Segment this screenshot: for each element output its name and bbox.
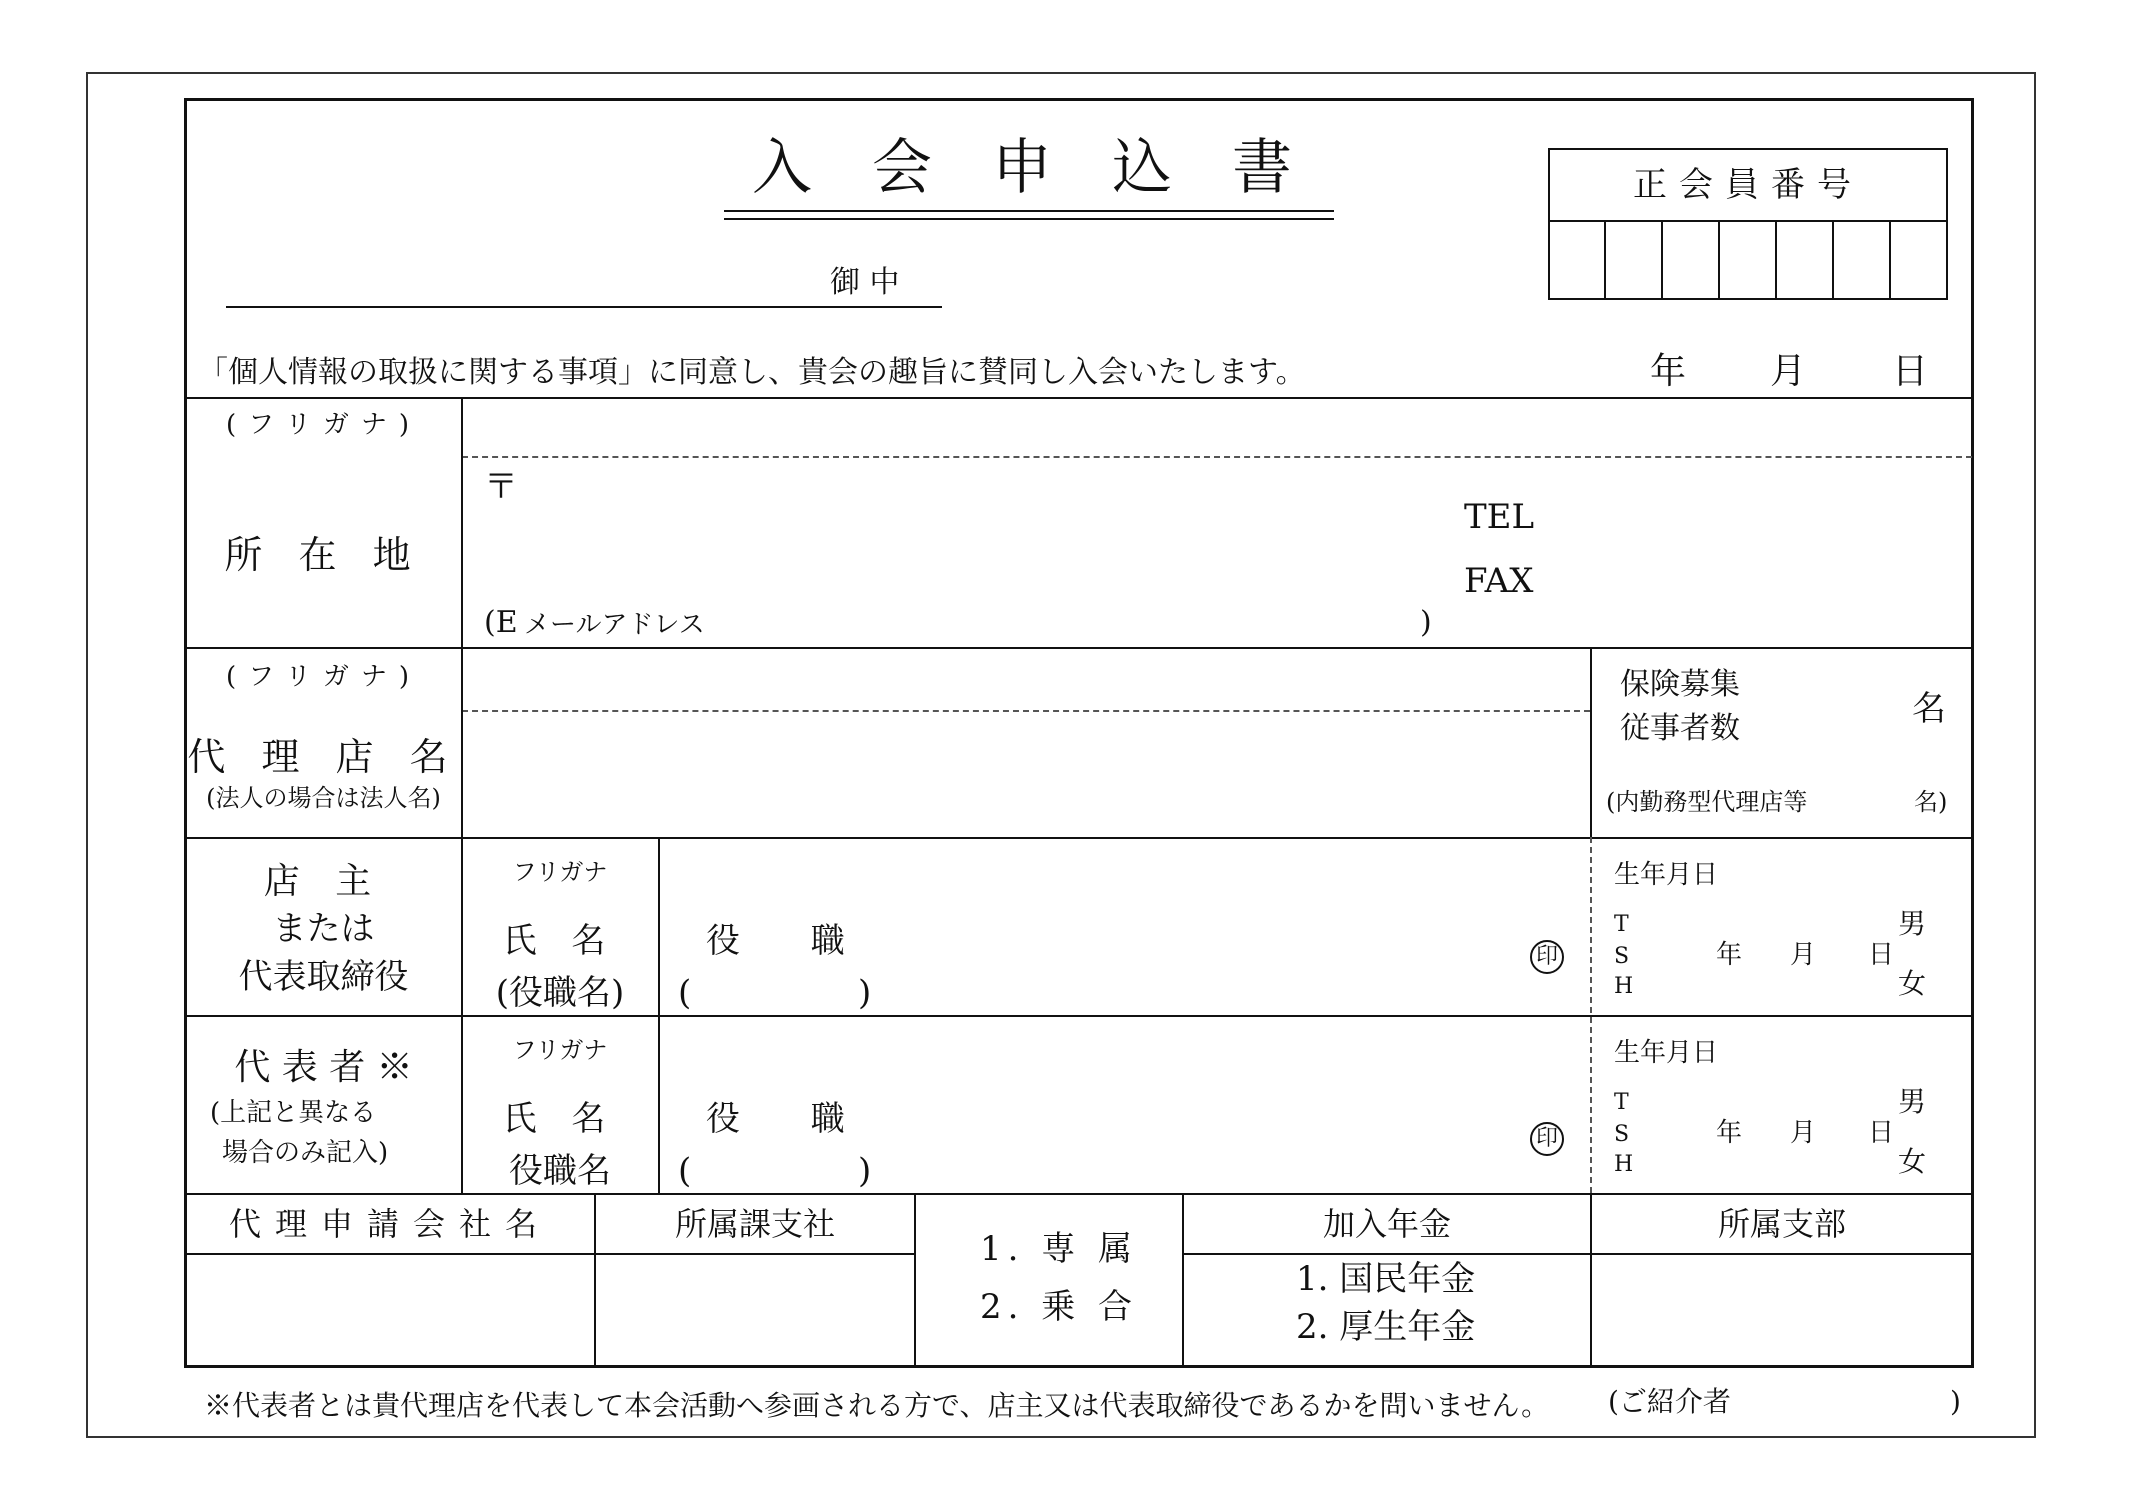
inhouse-count-field[interactable] xyxy=(1840,784,1910,820)
onchu-label: 御 中 xyxy=(830,265,900,300)
staff-count-field[interactable] xyxy=(1760,680,1900,730)
col-line xyxy=(1590,647,1592,837)
tel-field[interactable] xyxy=(1540,494,1960,534)
rep-label-2: (上記と異なる xyxy=(210,1098,377,1128)
owner-position-field[interactable] xyxy=(700,970,850,1010)
date-year: 年 xyxy=(1650,351,1687,392)
owner-era-t: T xyxy=(1614,912,1629,937)
digit-divider xyxy=(1718,220,1720,300)
exclusive-option-1[interactable]: 1. 専 属 xyxy=(980,1229,1139,1269)
row-line xyxy=(186,397,1972,399)
owner-birth-month: 月 xyxy=(1790,940,1817,970)
row-line xyxy=(186,837,1972,839)
owner-female-option[interactable]: 女 xyxy=(1898,967,1927,1000)
chapter-header: 所属支部 xyxy=(1717,1205,1846,1243)
member-number-label: 正会員番号 xyxy=(1633,165,1863,205)
date-month: 月 xyxy=(1770,351,1807,392)
row-line xyxy=(1182,1253,1972,1255)
rep-name-label: 氏 名 xyxy=(502,1099,618,1139)
owner-birth-day: 日 xyxy=(1868,940,1895,970)
owner-paren-open: ( xyxy=(678,973,692,1013)
rep-paren-open: ( xyxy=(678,1151,692,1191)
email-label: メールアドレス xyxy=(524,610,705,640)
owner-male-option[interactable]: 男 xyxy=(1898,907,1927,940)
tel-label: TEL xyxy=(1464,497,1535,537)
owner-era-s: S xyxy=(1614,944,1630,969)
owner-furigana-label: フリガナ xyxy=(512,858,608,886)
rep-position-label: 役 職 xyxy=(706,1099,845,1139)
staff-unit: 名 xyxy=(1912,689,1946,729)
title-underline-1 xyxy=(724,210,1334,212)
rep-position-field[interactable] xyxy=(700,1148,850,1188)
rep-label-3: 場合のみ記入) xyxy=(222,1138,389,1168)
owner-label-2: または xyxy=(272,909,375,949)
staff-label-1: 保険募集 xyxy=(1620,667,1740,702)
digit-divider xyxy=(1604,220,1606,300)
owner-seal-icon: 印 xyxy=(1530,940,1564,974)
owner-label-3: 代表取締役 xyxy=(238,957,409,997)
date-day: 日 xyxy=(1892,351,1929,392)
digit-divider xyxy=(1775,220,1777,300)
rep-birth-label: 生年月日 xyxy=(1614,1038,1719,1068)
owner-birth-year: 年 xyxy=(1716,940,1743,970)
inhouse-label: (内勤務型代理店等 xyxy=(1606,788,1808,816)
footer-note: ※代表者とは貴代理店を代表して本会活動へ参画される方で、店主又は代表取締役であるかを問いません。 xyxy=(204,1389,1550,1422)
email-field[interactable] xyxy=(690,604,1410,642)
rep-male-option[interactable]: 男 xyxy=(1898,1085,1927,1118)
agency-furigana-label: (フリガナ) xyxy=(226,662,421,692)
rep-birth-day: 日 xyxy=(1868,1118,1895,1148)
branch-field[interactable] xyxy=(598,1256,912,1362)
introducer-label: (ご紹介者 xyxy=(1608,1385,1731,1418)
address-furigana-label: (フリガナ) xyxy=(226,410,421,440)
staff-label-2: 従事者数 xyxy=(1620,711,1740,746)
rep-paren-close: ) xyxy=(858,1151,872,1191)
furigana-divider xyxy=(462,710,1590,712)
digit-divider xyxy=(1661,220,1663,300)
rep-birth-month: 月 xyxy=(1790,1118,1817,1148)
rep-seal-icon: 印 xyxy=(1530,1122,1564,1156)
email-close-paren: ) xyxy=(1420,605,1432,640)
rep-female-option[interactable]: 女 xyxy=(1898,1145,1927,1178)
owner-name-field[interactable] xyxy=(880,850,1520,1000)
pension-option-2[interactable]: 2. 厚生年金 xyxy=(1296,1307,1476,1347)
introducer-field[interactable] xyxy=(1750,1384,1940,1420)
owner-era-h: H xyxy=(1614,974,1634,999)
rep-birth-year: 年 xyxy=(1716,1118,1743,1148)
consent-text: 「個人情報の取扱に関する事項」に同意し、貴会の趣旨に賛同し入会いたします。 xyxy=(198,355,1306,390)
rep-era-s: S xyxy=(1614,1122,1630,1147)
col-divider xyxy=(1590,837,1592,1193)
fax-label: FAX xyxy=(1464,561,1534,601)
postal-mark: 〒 xyxy=(484,467,518,507)
owner-birth-field[interactable] xyxy=(1640,930,1870,974)
agency-label: 代 理 店 名 xyxy=(187,735,460,779)
applicant-company-field[interactable] xyxy=(188,1256,592,1362)
row-line xyxy=(186,1193,1972,1195)
branch-header: 所属課支社 xyxy=(674,1205,835,1243)
owner-name-sublabel: (役職名) xyxy=(495,973,625,1013)
owner-label-1: 店 主 xyxy=(263,861,384,902)
member-number-digits[interactable] xyxy=(1548,220,1948,300)
fax-field[interactable] xyxy=(1540,558,1960,598)
form-title: 入会申込書 xyxy=(752,133,1352,203)
exclusive-option-2[interactable]: 2. 乗 合 xyxy=(980,1287,1139,1327)
rep-label-1: 代 表 者 ※ xyxy=(234,1047,413,1088)
digit-divider xyxy=(1832,220,1834,300)
agency-sublabel: (法人の場合は法人名) xyxy=(206,784,441,812)
pension-header: 加入年金 xyxy=(1322,1205,1451,1243)
email-open-paren: (E xyxy=(484,605,518,640)
address-label: 所 在 地 xyxy=(224,533,423,577)
col-line xyxy=(914,1193,916,1365)
rep-era-t: T xyxy=(1614,1090,1629,1115)
agency-name-field[interactable] xyxy=(464,714,1588,834)
furigana-divider xyxy=(462,456,1972,458)
agency-furigana-field[interactable] xyxy=(464,650,1588,708)
row-line xyxy=(186,647,1972,649)
owner-position-label: 役 職 xyxy=(706,921,845,961)
digit-divider xyxy=(1889,220,1891,300)
pension-option-1[interactable]: 1. 国民年金 xyxy=(1296,1259,1476,1299)
rep-name-sublabel: 役職名 xyxy=(509,1151,611,1191)
address-furigana-field[interactable] xyxy=(464,400,1970,454)
owner-birth-label: 生年月日 xyxy=(1614,860,1719,890)
rep-furigana-label: フリガナ xyxy=(512,1036,608,1064)
chapter-field[interactable] xyxy=(1594,1256,1970,1362)
owner-name-label: 氏 名 xyxy=(502,921,618,961)
col-line xyxy=(658,837,660,1193)
title-underline-2 xyxy=(724,218,1334,220)
row-line xyxy=(186,1015,1972,1017)
col-line xyxy=(461,397,463,1193)
rep-name-field[interactable] xyxy=(880,1028,1520,1178)
address-field[interactable] xyxy=(464,460,1464,600)
row-line xyxy=(186,1253,916,1255)
rep-era-h: H xyxy=(1614,1152,1634,1177)
addressee-line[interactable] xyxy=(226,306,942,308)
applicant-company-header: 代理申請会社名 xyxy=(228,1205,551,1243)
rep-birth-field[interactable] xyxy=(1640,1108,1870,1152)
owner-paren-close: ) xyxy=(858,973,872,1013)
introducer-close-paren: ) xyxy=(1950,1385,1961,1418)
inhouse-unit: 名) xyxy=(1914,788,1948,816)
